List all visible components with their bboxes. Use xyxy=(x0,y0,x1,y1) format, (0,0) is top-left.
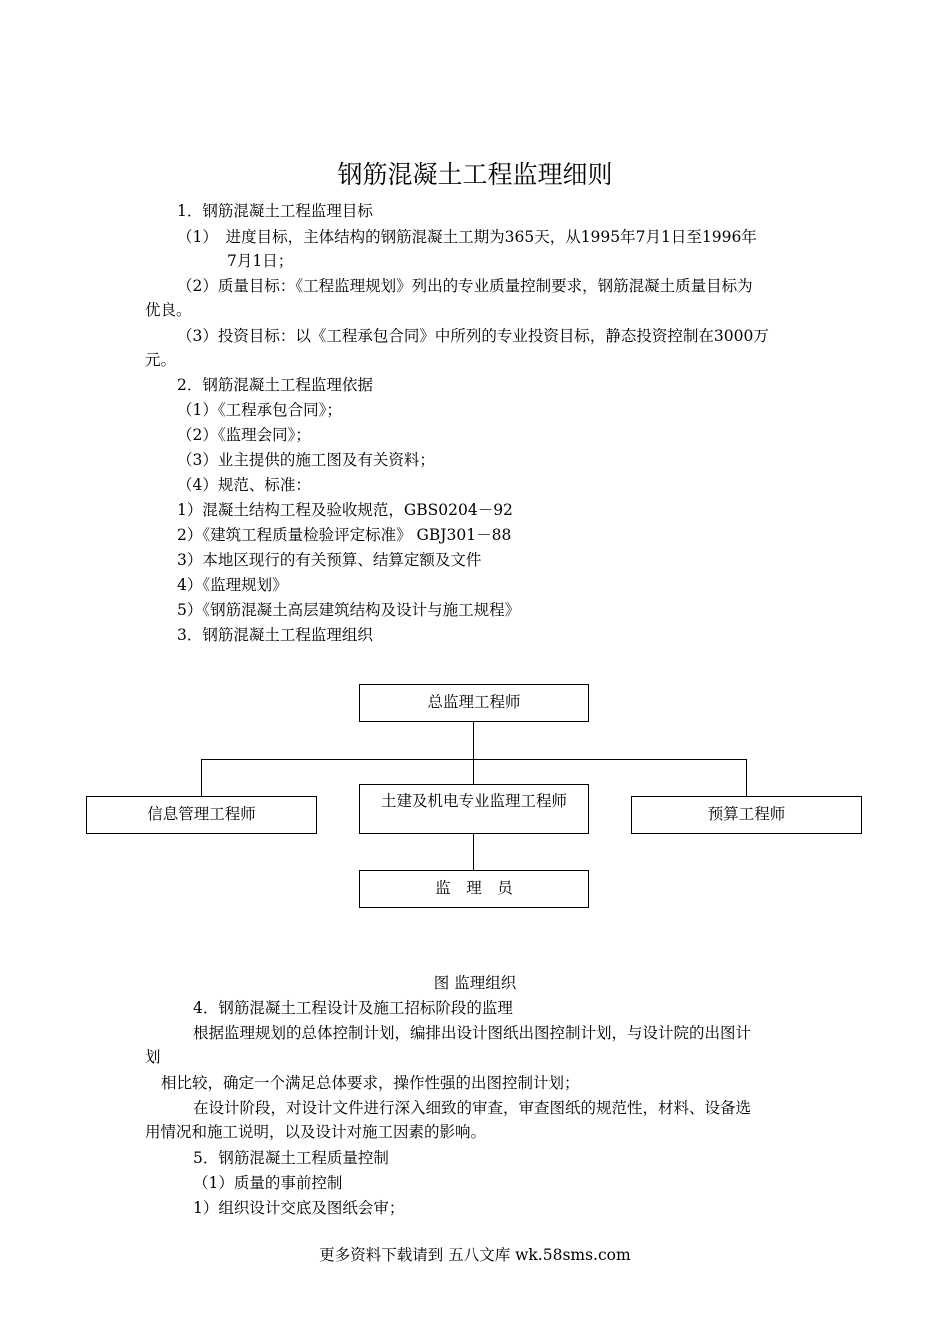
section-heading-2: 2．钢筋混凝土工程监理依据 xyxy=(177,376,373,394)
text-line: 优良。 xyxy=(145,301,192,319)
list-item: （2）《监理会同》； xyxy=(177,426,311,444)
connector-center-vertical xyxy=(473,759,474,784)
text-line: 相比较，确定一个满足总体要求，操作性强的出图控制计划； xyxy=(161,1074,580,1092)
connector-horizontal xyxy=(201,759,747,760)
document-title: 钢筋混凝土工程监理细则 xyxy=(337,160,613,189)
text-line: （3）投资目标：以《工程承包合同》中所列的专业投资目标，静态投资控制在3000万 xyxy=(177,327,769,345)
connector-right-vertical xyxy=(746,759,747,796)
connector-bottom-vertical xyxy=(473,833,474,870)
list-item: 1）组织设计交底及图纸会审； xyxy=(193,1199,405,1217)
section-heading-3: 3．钢筋混凝土工程监理组织 xyxy=(177,626,373,644)
connector-top-vertical xyxy=(473,721,474,759)
text-line: 7月1日； xyxy=(227,252,294,270)
text-line: 在设计阶段，对设计文件进行深入细致的审查，审查图纸的规范性，材料、设备选 xyxy=(193,1099,752,1117)
text-line: （2）质量目标：《工程监理规划》列出的专业质量控制要求，钢筋混凝土质量目标为 xyxy=(177,277,753,295)
list-item: 5）《钢筋混凝土高层建筑结构及设计与施工规程》 xyxy=(177,601,521,619)
text-line: 划 xyxy=(145,1048,161,1066)
page-footer: 更多资料下载请到 五八文库 wk.58sms.com xyxy=(319,1246,631,1264)
list-item: （3）业主提供的施工图及有关资料； xyxy=(177,451,435,469)
section-heading-5: 5．钢筋混凝土工程质量控制 xyxy=(193,1149,389,1167)
connector-left-vertical xyxy=(201,759,202,796)
org-box-civil-mep-engineer: 土建及机电专业监理工程师 xyxy=(359,784,589,834)
text-line: 用情况和施工说明，以及设计对施工因素的影响。 xyxy=(145,1123,487,1141)
figure-caption: 图 监理组织 xyxy=(433,974,517,992)
list-item: （4）规范、标准： xyxy=(177,476,311,494)
org-box-supervisor: 监 理 员 xyxy=(359,870,589,908)
section-heading-1: 1．钢筋混凝土工程监理目标 xyxy=(177,202,373,220)
text-line: 元。 xyxy=(145,351,177,369)
org-box-information-engineer: 信息管理工程师 xyxy=(86,796,317,834)
list-item: （1）质量的事前控制 xyxy=(193,1174,343,1192)
text-line: 根据监理规划的总体控制计划，编排出设计图纸出图控制计划，与设计院的出图计 xyxy=(193,1024,752,1042)
list-item: （1）《工程承包合同》； xyxy=(177,401,342,419)
list-item: 3）本地区现行的有关预算、结算定额及文件 xyxy=(177,551,482,569)
list-item: 1）混凝土结构工程及验收规范，GBS0204－92 xyxy=(177,501,513,519)
list-item: 4）《监理规划》 xyxy=(177,576,288,594)
text-line: （1） 进度目标，主体结构的钢筋混凝土工期为365天，从1995年7月1日至1996年 xyxy=(177,228,757,246)
list-item: 2）《建筑工程质量检验评定标准》 GBJ301－88 xyxy=(177,526,512,544)
section-heading-4: 4．钢筋混凝土工程设计及施工招标阶段的监理 xyxy=(193,999,513,1017)
org-box-budget-engineer: 预算工程师 xyxy=(631,796,862,834)
org-box-chief-engineer: 总监理工程师 xyxy=(359,684,589,722)
